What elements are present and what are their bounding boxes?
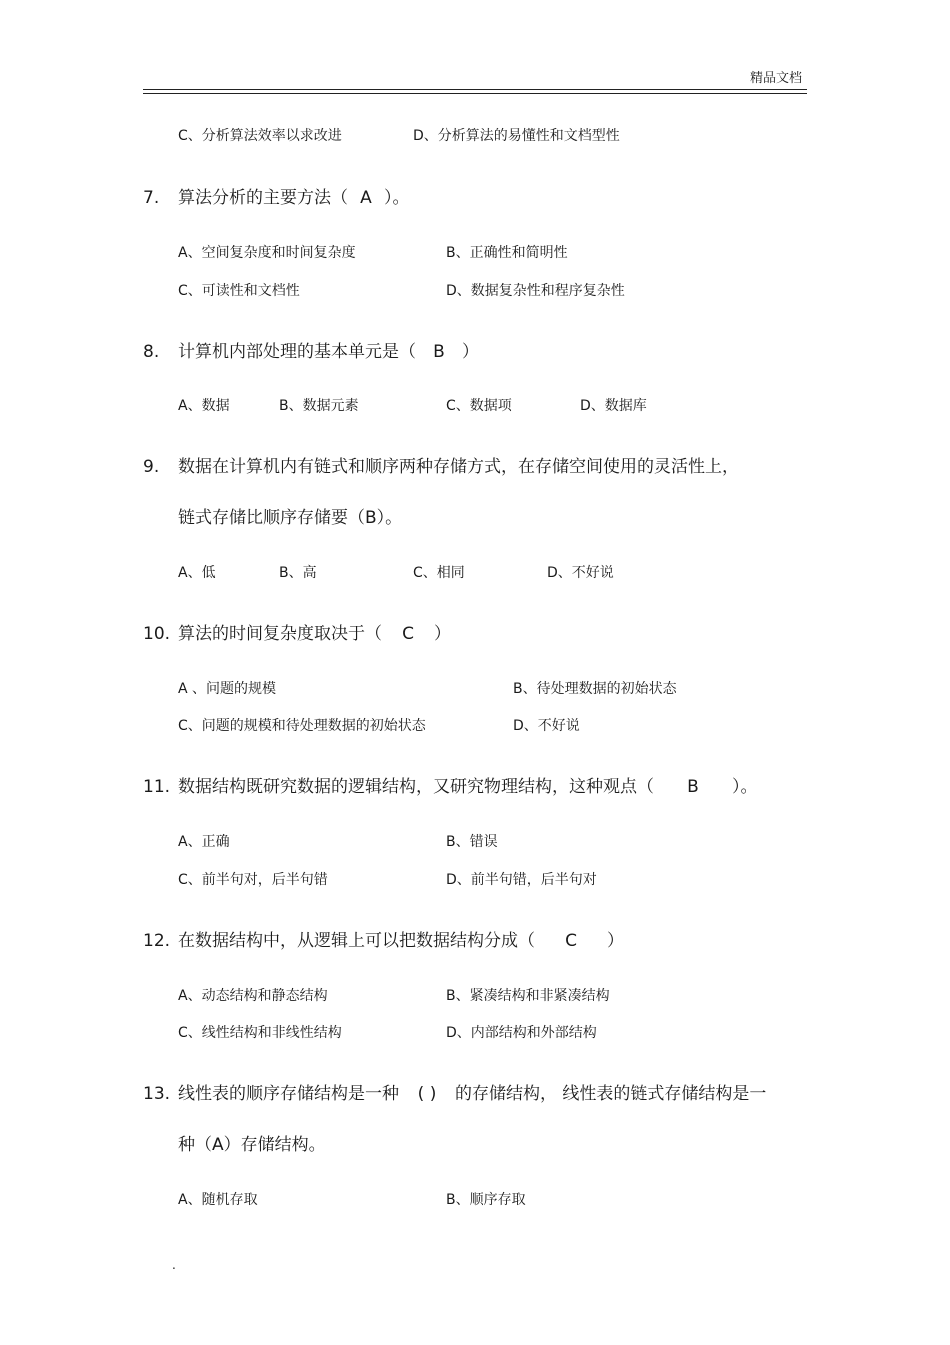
question-13-continuation bbox=[178, 1130, 326, 1155]
option-d: D、不好说 bbox=[547, 565, 614, 581]
answer: C bbox=[565, 931, 577, 951]
question-number: 9. bbox=[143, 457, 160, 477]
option-b: B、数据元素 bbox=[279, 398, 359, 414]
question-text-end: ）。 bbox=[732, 777, 758, 797]
option-d: D、前半句错，后半句对 bbox=[446, 872, 597, 888]
answer: B bbox=[687, 777, 699, 797]
question-text-end: ）。 bbox=[384, 188, 410, 208]
question-text-end: ） bbox=[607, 931, 624, 951]
question-text: 种（ bbox=[178, 1135, 212, 1155]
option-b: B、高 bbox=[279, 565, 317, 581]
question-text-end: 的存储结构， 线性表的链式存储结构是一 bbox=[455, 1084, 767, 1104]
answer: C bbox=[402, 624, 414, 644]
question-number: 11. bbox=[143, 777, 171, 797]
answer: A bbox=[212, 1135, 224, 1155]
question-text: 算法分析的主要方法（ bbox=[178, 188, 348, 208]
option-c: C、数据项 bbox=[446, 398, 512, 414]
option-c: C、分析算法效率以求改进 bbox=[178, 128, 342, 144]
answer: B bbox=[365, 508, 377, 528]
question-10 bbox=[143, 619, 451, 644]
question-number: 10. bbox=[143, 624, 171, 644]
question-text: 算法的时间复杂度取决于（ bbox=[178, 624, 382, 644]
option-b: B、错误 bbox=[446, 834, 498, 850]
option-d: D、内部结构和外部结构 bbox=[446, 1025, 597, 1041]
question-text: 链式存储比顺序存储要（ bbox=[178, 508, 365, 528]
question-8 bbox=[143, 337, 479, 362]
option-a: A、随机存取 bbox=[178, 1192, 258, 1208]
question-text-end: ）存储结构。 bbox=[223, 1135, 326, 1155]
option-a: A、低 bbox=[178, 565, 216, 581]
answer: A bbox=[360, 188, 372, 208]
answer: B bbox=[433, 342, 445, 362]
option-d: D、数据复杂性和程序复杂性 bbox=[446, 283, 625, 299]
footer-mark: . bbox=[172, 1258, 176, 1272]
header-rule-thin bbox=[143, 93, 807, 94]
question-text: 数据在计算机内有链式和顺序两种存储方式，在存储空间使用的灵活性上， bbox=[178, 457, 739, 477]
question-number: 12. bbox=[143, 931, 171, 951]
question-text: 计算机内部处理的基本单元是（ bbox=[178, 342, 416, 362]
option-b: B、待处理数据的初始状态 bbox=[513, 681, 677, 697]
question-text: 在数据结构中，从逻辑上可以把数据结构分成（ bbox=[178, 931, 535, 951]
option-c: C、问题的规模和待处理数据的初始状态 bbox=[178, 718, 426, 734]
question-11 bbox=[143, 772, 758, 797]
question-text-end: ） bbox=[462, 342, 479, 362]
option-d: D、分析算法的易懂性和文档型性 bbox=[413, 128, 620, 144]
question-9-continuation bbox=[178, 503, 402, 528]
option-a: A、数据 bbox=[178, 398, 230, 414]
option-a: A、空间复杂度和时间复杂度 bbox=[178, 245, 356, 261]
option-a: A、动态结构和静态结构 bbox=[178, 988, 328, 1004]
question-number: 13. bbox=[143, 1084, 171, 1104]
option-a: A 、问题的规模 bbox=[178, 681, 277, 697]
answer-blank: ( ) bbox=[417, 1084, 437, 1104]
question-text: 线性表的顺序存储结构是一种 bbox=[178, 1084, 399, 1104]
option-a: A、正确 bbox=[178, 834, 230, 850]
question-number: 8. bbox=[143, 342, 160, 362]
option-c: C、线性结构和非线性结构 bbox=[178, 1025, 342, 1041]
question-number: 7. bbox=[143, 188, 160, 208]
page-header-label: 精品文档 bbox=[749, 71, 802, 86]
option-c: C、相同 bbox=[413, 565, 465, 581]
question-9 bbox=[143, 452, 739, 477]
option-c: C、前半句对，后半句错 bbox=[178, 872, 328, 888]
option-c: C、可读性和文档性 bbox=[178, 283, 300, 299]
header-rule-thick bbox=[143, 89, 807, 90]
question-text-end: ） bbox=[434, 624, 451, 644]
question-text: 数据结构既研究数据的逻辑结构，又研究物理结构，这种观点（ bbox=[178, 777, 654, 797]
option-b: B、顺序存取 bbox=[446, 1192, 526, 1208]
question-7 bbox=[143, 183, 410, 208]
option-b: B、正确性和简明性 bbox=[446, 245, 568, 261]
option-d: D、数据库 bbox=[580, 398, 647, 414]
question-text-end: ）。 bbox=[376, 508, 403, 528]
option-b: B、紧凑结构和非紧凑结构 bbox=[446, 988, 610, 1004]
option-d: D、不好说 bbox=[513, 718, 580, 734]
question-13 bbox=[143, 1079, 766, 1104]
question-12 bbox=[143, 926, 624, 951]
